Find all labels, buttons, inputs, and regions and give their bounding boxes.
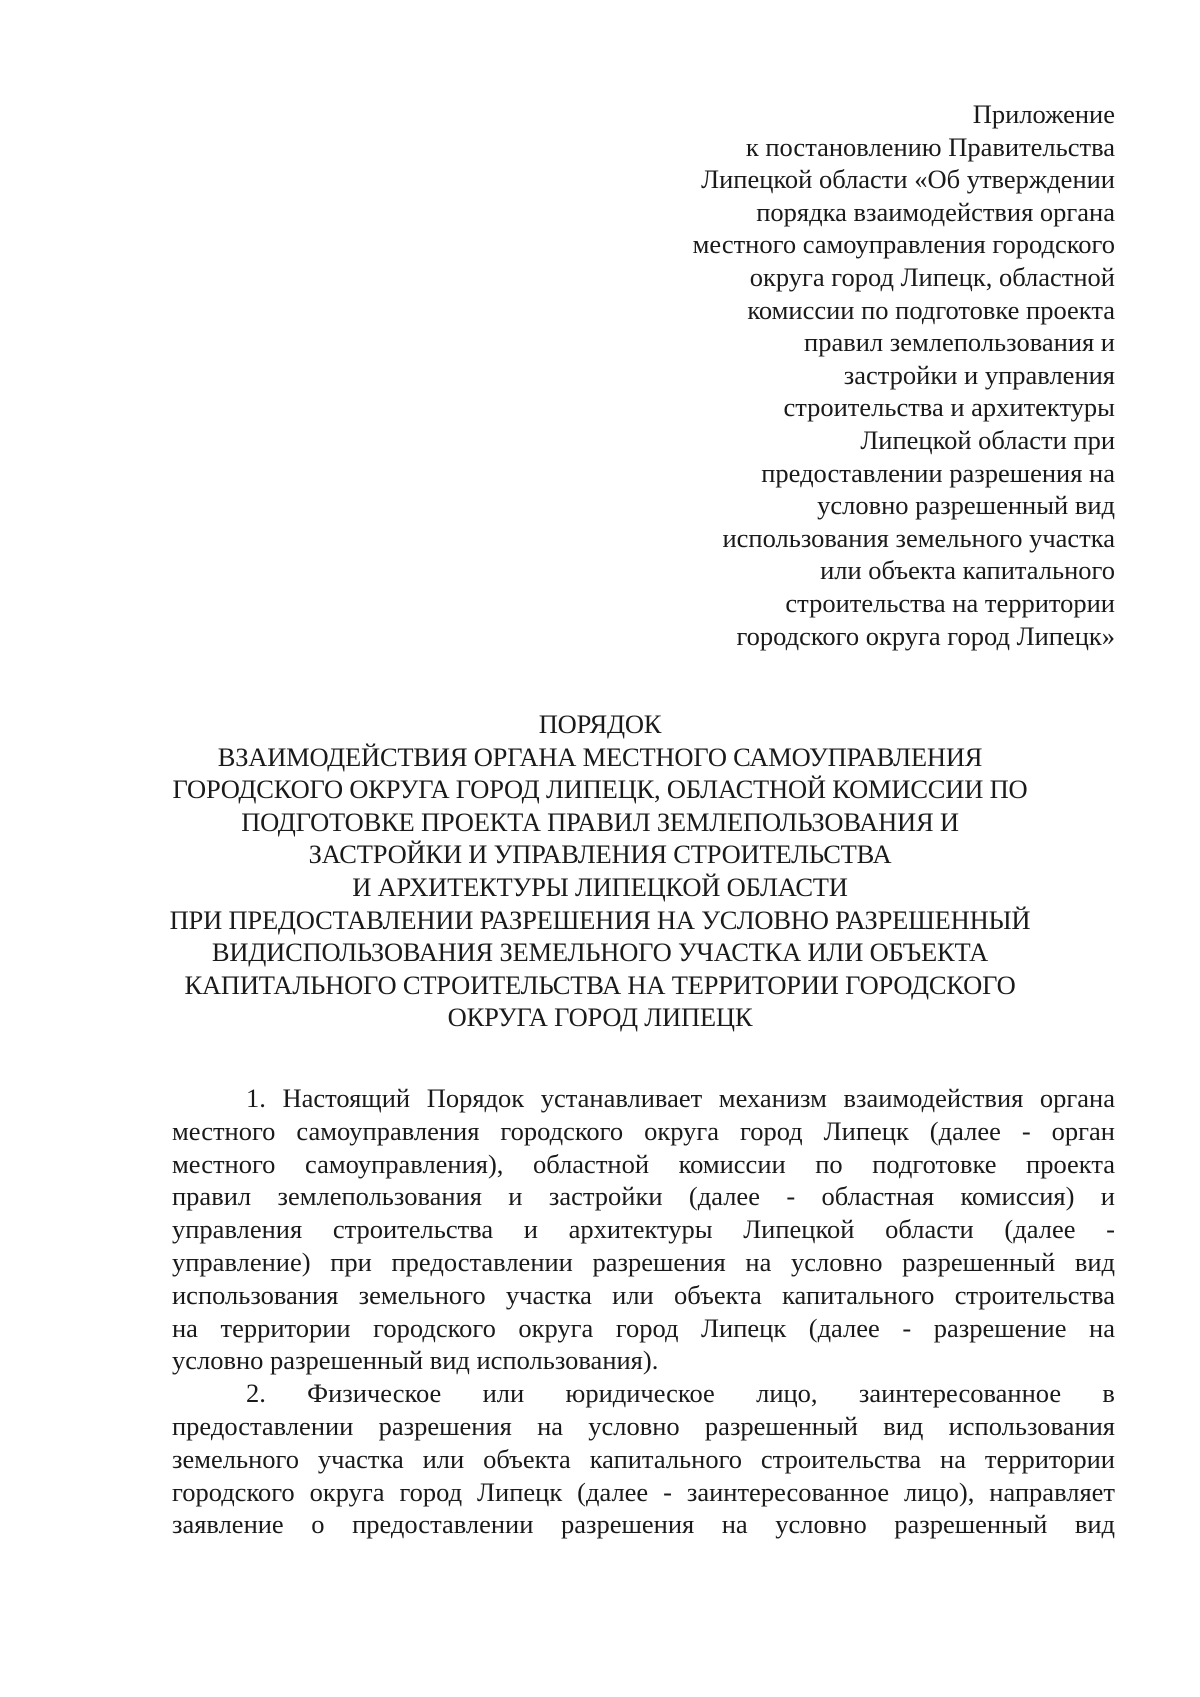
appendix-line: к постановлению Правительства xyxy=(745,131,1115,162)
appendix-line: условно разрешенный вид xyxy=(817,490,1115,521)
paragraph-word: юридическое xyxy=(565,1378,715,1409)
paragraph-line: земельного участка или объекта капитального строительства на территории xyxy=(172,1443,1115,1474)
appendix-block xyxy=(615,98,1115,652)
paragraph-line: правил землепользования и застройки (далее - областная комиссия) и xyxy=(172,1181,1115,1212)
appendix-line: строительства на территории xyxy=(785,587,1115,618)
paragraph-line: городского округа город Липецк (далее - заинтересованное лицо), направляет xyxy=(172,1476,1115,1507)
paragraph-word: заинтересованное xyxy=(858,1378,1062,1409)
appendix-line: застройки и управления xyxy=(843,359,1115,390)
title-line: ВЗАИМОДЕЙСТВИЯ ОРГАНА МЕСТНОГО САМОУПРАВЛЕНИЯ xyxy=(217,741,983,772)
paragraph-word: 2. xyxy=(246,1378,266,1409)
document-title xyxy=(0,708,1200,1034)
paragraph-1 xyxy=(172,1082,1115,1377)
appendix-line: предоставлении разрешения на xyxy=(761,457,1115,488)
appendix-line: Липецкой области «Об утверждении xyxy=(701,164,1115,195)
paragraph-word: Физическое xyxy=(307,1378,442,1409)
title-line: ПОРЯДОК xyxy=(538,709,662,739)
appendix-line: порядка взаимодействия органа xyxy=(756,196,1115,227)
title-line: И АРХИТЕКТУРЫ ЛИПЕЦКОЙ ОБЛАСТИ xyxy=(352,871,848,902)
paragraph-first-line xyxy=(172,1377,1115,1410)
paragraph-line: предоставлении разрешения на условно разрешенный вид использования xyxy=(172,1410,1115,1441)
title-line: ПОДГОТОВКЕ ПРОЕКТА ПРАВИЛ ЗЕМЛЕПОЛЬЗОВАНИЯ И xyxy=(241,806,959,837)
paragraph-line: управление) при предоставлении разрешения на условно разрешенный вид xyxy=(172,1246,1115,1277)
appendix-line: использования земельного участка xyxy=(722,522,1115,553)
appendix-line: Липецкой области при xyxy=(860,424,1115,455)
paragraph-line: заявление о предоставлении разрешения на условно разрешенный вид xyxy=(172,1509,1115,1540)
title-line: ГОРОДСКОГО ОКРУГА ГОРОД ЛИПЕЦК, ОБЛАСТНОЙ КОМИССИИ ПО xyxy=(172,774,1028,805)
paragraph-2 xyxy=(172,1377,1115,1541)
paragraph-line: использования земельного участка или объекта капитального строительства xyxy=(172,1279,1115,1310)
paragraph-word: в xyxy=(1102,1378,1115,1409)
appendix-line: местного самоуправления городского xyxy=(692,229,1115,260)
title-line: ОКРУГА ГОРОД ЛИПЕЦК xyxy=(447,1002,753,1033)
appendix-line: городского округа город Липецк» xyxy=(736,620,1115,651)
paragraph-line: 1. Настоящий Порядок устанавливает механизм взаимодействия органа xyxy=(246,1083,1115,1113)
document-body xyxy=(172,1082,1115,1541)
paragraph-word: лицо, xyxy=(756,1378,818,1409)
title-line: ВИДИСПОЛЬЗОВАНИЯ ЗЕМЕЛЬНОГО УЧАСТКА ИЛИ ОБЪЕКТА xyxy=(211,937,989,968)
paragraph-line: управления строительства и архитектуры Липецкой области (далее - xyxy=(172,1214,1115,1245)
appendix-line: Приложение xyxy=(972,99,1115,129)
paragraph-line: условно разрешенный вид использования). xyxy=(172,1345,659,1376)
appendix-line: строительства и архитектуры xyxy=(783,392,1115,423)
paragraph-word: или xyxy=(482,1378,525,1409)
paragraph-line: местного самоуправления), областной комиссии по подготовке проекта xyxy=(172,1148,1115,1179)
appendix-line: правил землепользования и xyxy=(804,327,1115,358)
appendix-line: комиссии по подготовке проекта xyxy=(747,294,1115,325)
title-line: ПРИ ПРЕДОСТАВЛЕНИИ РАЗРЕШЕНИЯ НА УСЛОВНО РАЗРЕШЕННЫЙ xyxy=(169,904,1031,935)
title-line: ЗАСТРОЙКИ И УПРАВЛЕНИЯ СТРОИТЕЛЬСТВА xyxy=(308,839,892,870)
appendix-line: округа город Липецк, областной xyxy=(749,261,1115,292)
paragraph-line: на территории городского округа город Липецк (далее - разрешение на xyxy=(172,1312,1115,1343)
appendix-line: или объекта капитального xyxy=(820,555,1115,586)
paragraph-line: местного самоуправления городского округа город Липецк (далее - орган xyxy=(172,1115,1115,1146)
title-line: КАПИТАЛЬНОГО СТРОИТЕЛЬСТВА НА ТЕРРИТОРИИ ГОРОДСКОГО xyxy=(184,969,1016,1000)
